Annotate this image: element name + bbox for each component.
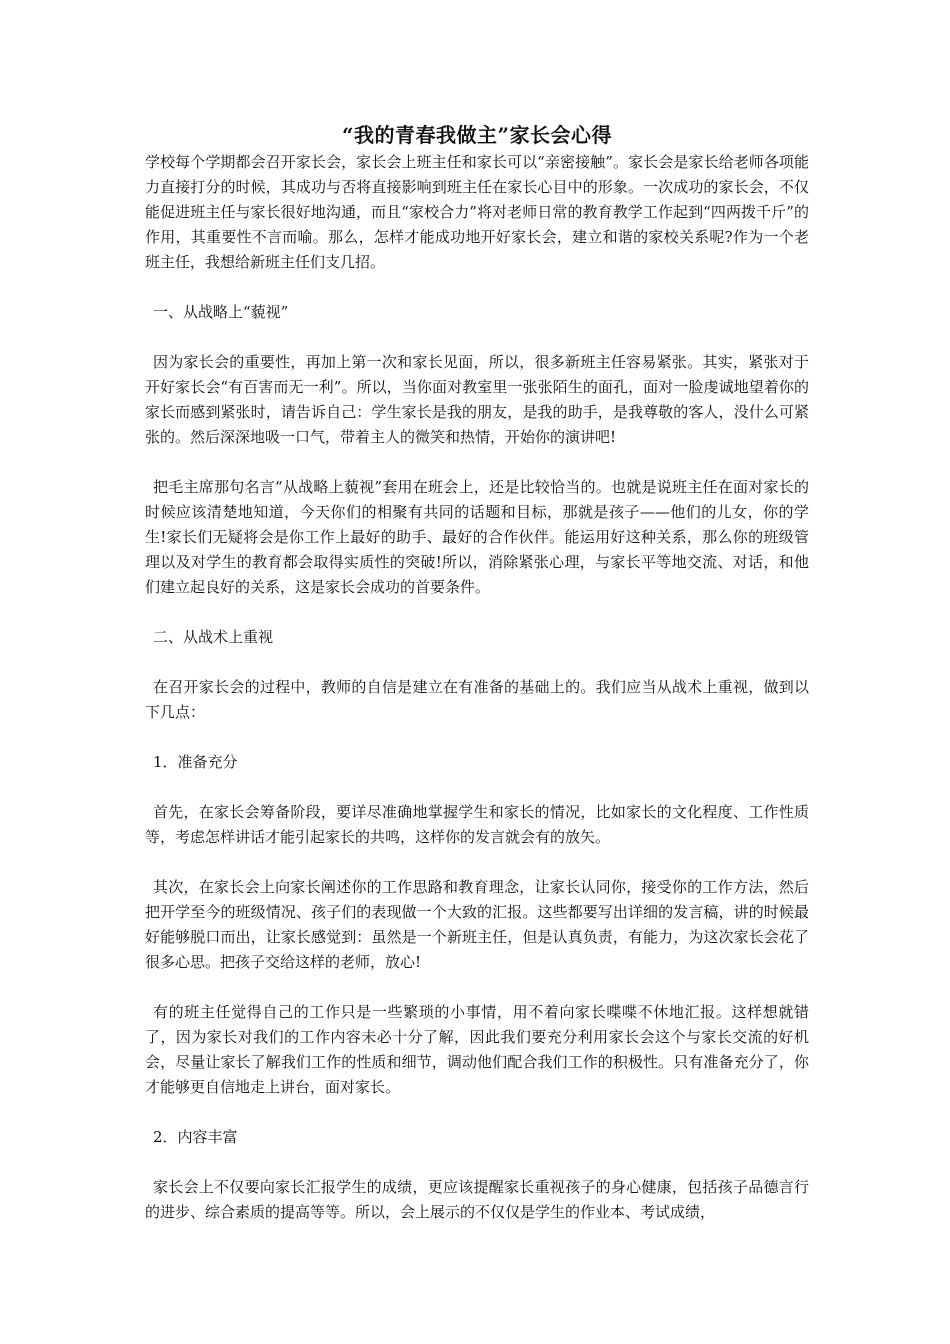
paragraph-gap (145, 1100, 809, 1125)
subsection-heading-1: 1．准备充分 (153, 753, 238, 771)
body-paragraph: 首先，在家长会筹备阶段，要详尽准确地掌握学生和家长的情况，比如家长的文化程度、工作性质等，考虑怎样讲话才能引起家长的共鸣，这样你的发言就会有的放矢。 (145, 803, 809, 846)
intro-paragraph: 学校每个学期都会召开家长会，家长会上班主任和家长可以“亲密接触”。家长会是家长给老师各项能力直接打分的时候，其成功与否将直接影响到班主任在家长心目中的形象。一次成功的家长会，不仅能促进班主任与家长很好地沟通，而且“家校合力”将对老师日常的教育教学工作起到“四两拨千斤”的作用，其重要性不言而喻。那么，怎样才能成功地开好家长会，建立和谐的家校关系呢?作为一个老班主任，我想给新班主任们支几招。 (145, 153, 809, 271)
paragraph-gap (145, 850, 809, 875)
paragraph-gap (145, 325, 809, 350)
paragraph-gap (145, 1150, 809, 1175)
body-paragraph: 其次，在家长会上向家长阐述你的工作思路和教育理念，让家长认同你，接受你的工作方法，然后把开学至今的班级情况、孩子们的表现做一个大致的汇报。这些都要写出详细的发言稿，讲的时候最好能够脱口而出，让家长感觉到：虽然是一个新班主任，但是认真负责，有能力，为这次家长会花了很多心思。把孩子交给这样的老师，放心! (145, 878, 809, 971)
document-title: “我的青春我做主”家长会心得 (341, 123, 612, 147)
paragraph-gap (145, 275, 809, 300)
paragraph-gap (145, 600, 809, 625)
body-paragraph: 在召开家长会的过程中，教师的自信是建立在有准备的基础上的。我们应当从战术上重视，做到以下几点： (145, 678, 809, 721)
section-heading-2: 二、从战术上重视 (153, 628, 274, 646)
body-paragraph: 家长会上不仅要向家长汇报学生的成绩，更应该提醒家长重视孩子的身心健康，包括孩子品德言行的进步、综合素质的提高等等。所以，会上展示的不仅仅是学生的作业本、考试成绩， (145, 1178, 809, 1221)
body-paragraph: 把毛主席那句名言“从战略上藐视”套用在班会上，还是比较恰当的。也就是说班主任在面对家长的时候应该清楚地知道，今天你们的相聚有共同的话题和目标，那就是孩子——他们的儿女，你的学生!家长们无疑将会是你工作上最好的助手、最好的合作伙伴。能运用好这种关系，那么你的班级管理以及对学生的教育都会取得实质性的突破!所以，消除紧张心理，与家长平等地交流、对话，和他们建立起良好的关系，这是家长会成功的首要条件。 (145, 478, 809, 596)
paragraph-gap (145, 975, 809, 1000)
body-paragraph: 因为家长会的重要性，再加上第一次和家长见面，所以，很多新班主任容易紧张。其实，紧张对于开好家长会“有百害而无一利”。所以，当你面对教室里一张张陌生的面孔，面对一脸虔诚地望着你的家长而感到紧张时，请告诉自己：学生家长是我的朋友，是我的助手，是我尊敬的客人，没什么可紧张的。然后深深地吸一口气，带着主人的微笑和热情，开始你的演讲吧! (145, 353, 809, 446)
section-heading-1: 一、从战略上“藐视” (153, 303, 289, 321)
paragraph-gap (145, 650, 809, 675)
paragraph-gap (145, 450, 809, 475)
document-page (145, 120, 809, 1225)
subsection-heading-2: 2．内容丰富 (153, 1128, 238, 1146)
paragraph-gap (145, 725, 809, 750)
paragraph-gap (145, 775, 809, 800)
body-paragraph: 有的班主任觉得自己的工作只是一些繁琐的小事情，用不着向家长喋喋不休地汇报。这样想就错了，因为家长对我们的工作内容未必十分了解，因此我们要充分利用家长会这个与家长交流的好机会，尽量让家长了解我们工作的性质和细节，调动他们配合我们工作的积极性。只有准备充分了，你才能够更自信地走上讲台，面对家长。 (145, 1003, 809, 1096)
